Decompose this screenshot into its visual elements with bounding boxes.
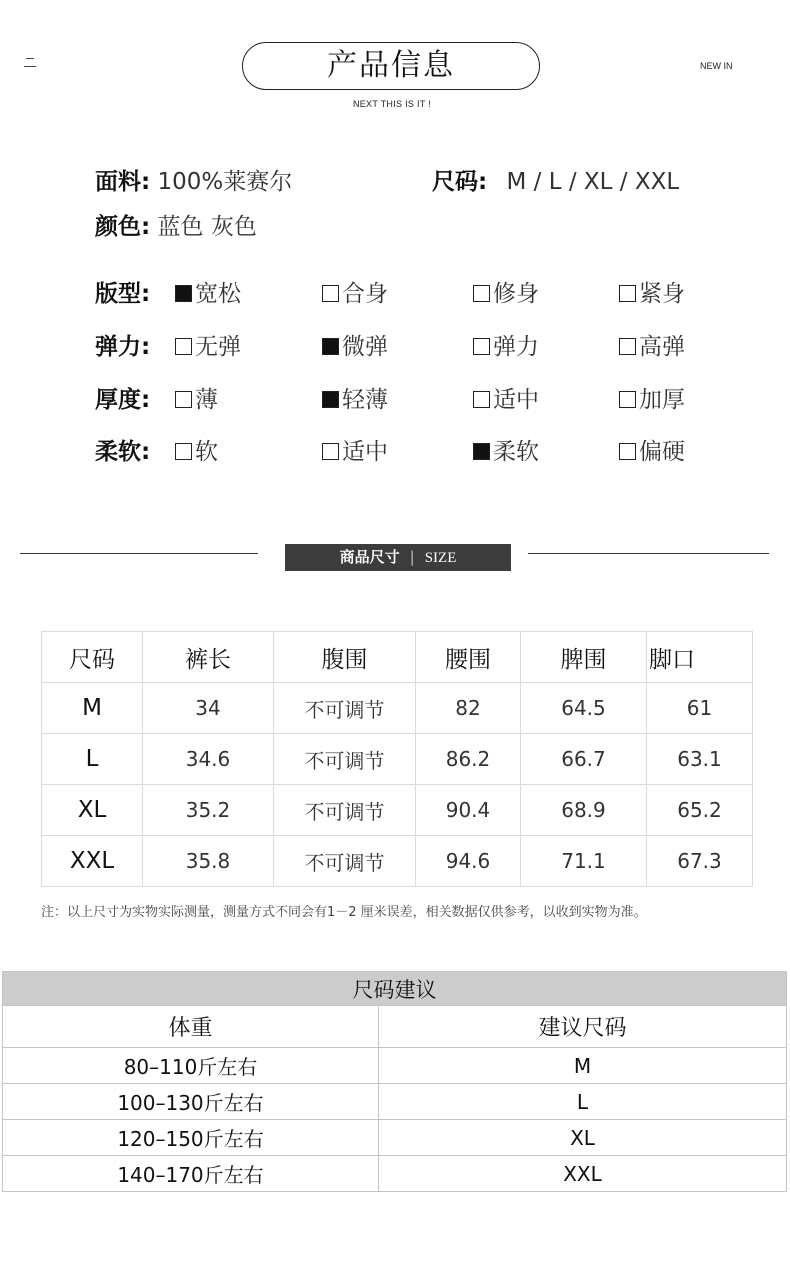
- table-header-cell: 体重: [3, 1006, 379, 1048]
- checkbox-empty-icon: [175, 443, 192, 460]
- page-title: 产品信息: [242, 42, 540, 90]
- option-softness-medium: 适中: [322, 433, 388, 466]
- table-cell-weight: 80–110斤左右: [3, 1048, 379, 1084]
- table-cell: 35.2: [143, 785, 274, 836]
- recommendation-caption-row: [3, 972, 787, 1006]
- recommendation-caption: 尺码建议: [3, 972, 787, 1006]
- size-info: [432, 163, 679, 196]
- size-note: 注：以上尺寸为实物实际测量，测量方式不同会有1－2 厘米误差，相关数据仅供参考，以收到实物为准。: [41, 905, 647, 920]
- option-thickness-light: 轻薄: [322, 381, 388, 414]
- table-cell-weight: 140–170斤左右: [3, 1156, 379, 1192]
- table-cell-size: XXL: [379, 1156, 787, 1192]
- page-subtitle: NEXT THIS IS IT !: [352, 99, 432, 109]
- table-cell: 86.2: [416, 734, 521, 785]
- size-label: 尺码:: [432, 169, 488, 195]
- table-cell: 35.8: [143, 836, 274, 887]
- table-cell: 不可调节: [274, 836, 416, 887]
- table-header-cell: 脚口: [647, 632, 753, 683]
- option-softness-soft2: 柔软: [473, 433, 539, 466]
- checkbox-empty-icon: [619, 443, 636, 460]
- option-thickness-thick: 加厚: [619, 381, 685, 414]
- checkbox-empty-icon: [322, 443, 339, 460]
- section-divider-left: [20, 553, 258, 554]
- table-cell-weight: 120–150斤左右: [3, 1120, 379, 1156]
- size-table: [41, 631, 753, 887]
- table-cell: 67.3: [647, 836, 753, 887]
- attr-label-softness: 柔软:: [95, 439, 151, 465]
- table-cell: 不可调节: [274, 683, 416, 734]
- table-cell: 34: [143, 683, 274, 734]
- option-softness-soft: 软: [175, 433, 218, 466]
- option-fit-loose: 宽松: [175, 275, 241, 308]
- table-header-cell: 裤长: [143, 632, 274, 683]
- table-cell-size: L: [42, 734, 143, 785]
- table-row: [3, 1084, 787, 1120]
- table-cell-size: M: [42, 683, 143, 734]
- table-cell: 63.1: [647, 734, 753, 785]
- table-cell: 90.4: [416, 785, 521, 836]
- color-label: 颜色:: [95, 214, 151, 240]
- table-cell: 不可调节: [274, 734, 416, 785]
- table-header-cell: 腹围: [274, 632, 416, 683]
- table-header-cell: 建议尺码: [379, 1006, 787, 1048]
- table-cell: 64.5: [521, 683, 647, 734]
- attr-label-thickness: 厚度:: [95, 387, 151, 413]
- checkbox-checked-icon: [322, 391, 339, 408]
- table-header-cell: 脾围: [521, 632, 647, 683]
- table-row: [42, 734, 753, 785]
- option-thickness-thin: 薄: [175, 381, 218, 414]
- table-header-cell: 腰围: [416, 632, 521, 683]
- section-title-divider: |: [409, 548, 415, 566]
- table-cell: 82: [416, 683, 521, 734]
- table-cell-weight: 100–130斤左右: [3, 1084, 379, 1120]
- option-stretch-high: 高弹: [619, 328, 685, 361]
- section-header-size: [285, 544, 511, 571]
- checkbox-empty-icon: [175, 391, 192, 408]
- option-softness-hard: 偏硬: [619, 433, 685, 466]
- table-row: [42, 836, 753, 887]
- recommendation-header-row: [3, 1006, 787, 1048]
- table-row: [3, 1120, 787, 1156]
- table-cell: 65.2: [647, 785, 753, 836]
- checkbox-empty-icon: [619, 391, 636, 408]
- table-cell: 34.6: [143, 734, 274, 785]
- option-fit-tight: 紧身: [619, 275, 685, 308]
- section-divider-right: [528, 553, 769, 554]
- table-header-row: [42, 632, 753, 683]
- color-value: 蓝色 灰色: [157, 214, 257, 240]
- checkbox-checked-icon: [322, 338, 339, 355]
- table-cell: 不可调节: [274, 785, 416, 836]
- section-title-cn: 商品尺寸: [339, 548, 400, 566]
- new-in-tag: NEW IN: [700, 61, 733, 71]
- option-stretch-none: 无弹: [175, 328, 241, 361]
- table-cell-size: M: [379, 1048, 787, 1084]
- checkbox-empty-icon: [473, 285, 490, 302]
- size-recommendation-table: [2, 971, 787, 1192]
- checkbox-checked-icon: [473, 443, 490, 460]
- checkbox-empty-icon: [175, 338, 192, 355]
- option-stretch-slight: 微弹: [322, 328, 388, 361]
- table-row: [3, 1048, 787, 1084]
- table-header-cell: 尺码: [42, 632, 143, 683]
- menu-icon[interactable]: [24, 58, 36, 74]
- table-cell-size: XL: [42, 785, 143, 836]
- table-cell-size: XL: [379, 1120, 787, 1156]
- checkbox-empty-icon: [619, 285, 636, 302]
- option-fit-regular: 合身: [322, 275, 388, 308]
- checkbox-empty-icon: [619, 338, 636, 355]
- option-fit-slim: 修身: [473, 275, 539, 308]
- color-info: [95, 208, 257, 241]
- checkbox-empty-icon: [473, 391, 490, 408]
- table-row: [42, 683, 753, 734]
- table-cell: 94.6: [416, 836, 521, 887]
- table-row: [42, 785, 753, 836]
- table-cell: 66.7: [521, 734, 647, 785]
- table-cell-size: L: [379, 1084, 787, 1120]
- option-thickness-medium: 适中: [473, 381, 539, 414]
- fabric-info: [95, 163, 292, 196]
- table-cell: 68.9: [521, 785, 647, 836]
- attr-label-stretch: 弹力:: [95, 334, 151, 360]
- size-value: M / L / XL / XXL: [506, 169, 680, 195]
- checkbox-empty-icon: [473, 338, 490, 355]
- table-cell-size: XXL: [42, 836, 143, 887]
- fabric-label: 面料:: [95, 169, 151, 195]
- option-stretch-medium: 弹力: [473, 328, 539, 361]
- section-title-en: SIZE: [424, 550, 457, 566]
- table-row: [3, 1156, 787, 1192]
- checkbox-checked-icon: [175, 285, 192, 302]
- fabric-value: 100%莱赛尔: [157, 169, 293, 195]
- table-cell: 71.1: [521, 836, 647, 887]
- attr-label-fit: 版型:: [95, 281, 151, 307]
- table-cell: 61: [647, 683, 753, 734]
- checkbox-empty-icon: [322, 285, 339, 302]
